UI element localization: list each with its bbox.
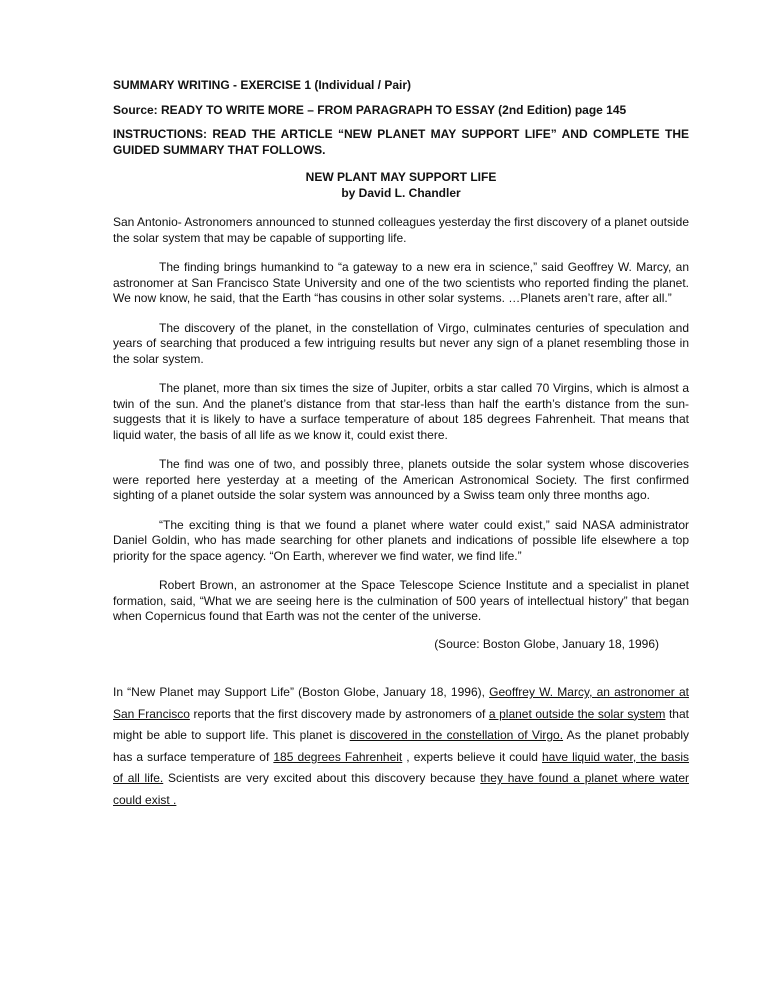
guided-summary bbox=[113, 682, 689, 811]
summary-answer: they have found a planet where water could exist . bbox=[113, 771, 690, 807]
article-paragraph: The discovery of the planet, in the constellation of Virgo, culminates centuries of speculation and years of searching that produced a few intriguing results but never any sign of a planet resembling those in the solar system. bbox=[113, 320, 689, 366]
summary-answer: a planet outside the solar system bbox=[488, 706, 666, 721]
summary-text: Scientists are very excited about this discovery because bbox=[163, 771, 481, 785]
instructions: INSTRUCTIONS: READ THE ARTICLE “NEW PLANET MAY SUPPORT LIFE” AND COMPLETE THE GUIDED SUMMARY THAT FOLLOWS. bbox=[113, 127, 689, 157]
worksheet-page bbox=[113, 78, 689, 823]
summary-text: reports that the first discovery made by astronomers of bbox=[189, 706, 489, 721]
source-citation: (Source: Boston Globe, January 18, 1996) bbox=[434, 636, 659, 651]
article-title: NEW PLANT MAY SUPPORT LIFE bbox=[305, 170, 497, 184]
summary-answer: have liquid water, the basis of all life. bbox=[113, 749, 689, 785]
article-paragraph: “The exciting thing is that we found a planet where water could exist,” said NASA administrator Daniel Goldin, who has made searching for other planets and indications of possible life elsewhere a top priority for the space agency. “On Earth, wherever we find water, we find life.” bbox=[113, 517, 689, 563]
article-byline: by David L. Chandler bbox=[341, 185, 461, 200]
article-paragraph: The planet, more than six times the size of Jupiter, orbits a star called 70 Virgins, which is almost a twin of the sun. And the planet’s distance from that star-less than half the earth’s distance from the sun-suggests that it is likely to have a surface temperature of about 185 degrees Fahrenheit. That means that liquid water, the basis of all life as we know it, could exist there. bbox=[113, 381, 689, 442]
summary-text: that might be able to support life. This planet is bbox=[113, 706, 689, 742]
summary-answer: Geoffrey W. Marcy, an astronomer at San Francisco bbox=[113, 685, 689, 721]
summary-text: In “New Planet may Support Life” (Boston Globe, January 18, 1996), bbox=[113, 685, 490, 699]
summary-answer: 185 degrees Fahrenheit bbox=[273, 749, 403, 764]
worksheet-title: SUMMARY WRITING - EXERCISE 1 (Individual / Pair) bbox=[113, 78, 412, 92]
summary-text: , experts believe it could bbox=[402, 749, 542, 764]
article-paragraph: The finding brings humankind to “a gateway to a new era in science,” said Geoffrey W. Marcy, an astronomer at San Francisco State University and one of the two scientists who reported finding the planet. We now know, he said, that the Earth “has cousins in other solar systems. …Planets aren’t rare, after all.” bbox=[113, 260, 689, 305]
summary-answer: discovered in the constellation of Virgo. bbox=[349, 728, 564, 742]
article-paragraph: Robert Brown, an astronomer at the Space Telescope Science Institute and a specialist in planet formation, said, “What we are seeing here is the culmination of 500 years of intellectual history” that began when Copernicus found that Earth was not the center of the universe. bbox=[113, 578, 689, 623]
article-paragraph: The find was one of two, and possibly three, planets outside the solar system whose discoveries were reported here yesterday at a meeting of the American Astronomical Society. The first confirmed sighting of a planet outside the solar system was announced by a Swiss team only three months ago. bbox=[113, 457, 689, 502]
summary-text: As the planet probably has a surface temperature of bbox=[113, 728, 690, 764]
article-paragraph: San Antonio- Astronomers announced to stunned colleagues yesterday the first discovery of a planet outside the solar system that may be capable of supporting life. bbox=[113, 215, 689, 245]
source-reference: Source: READY TO WRITE MORE – FROM PARAGRAPH TO ESSAY (2nd Edition) page 145 bbox=[113, 102, 627, 117]
